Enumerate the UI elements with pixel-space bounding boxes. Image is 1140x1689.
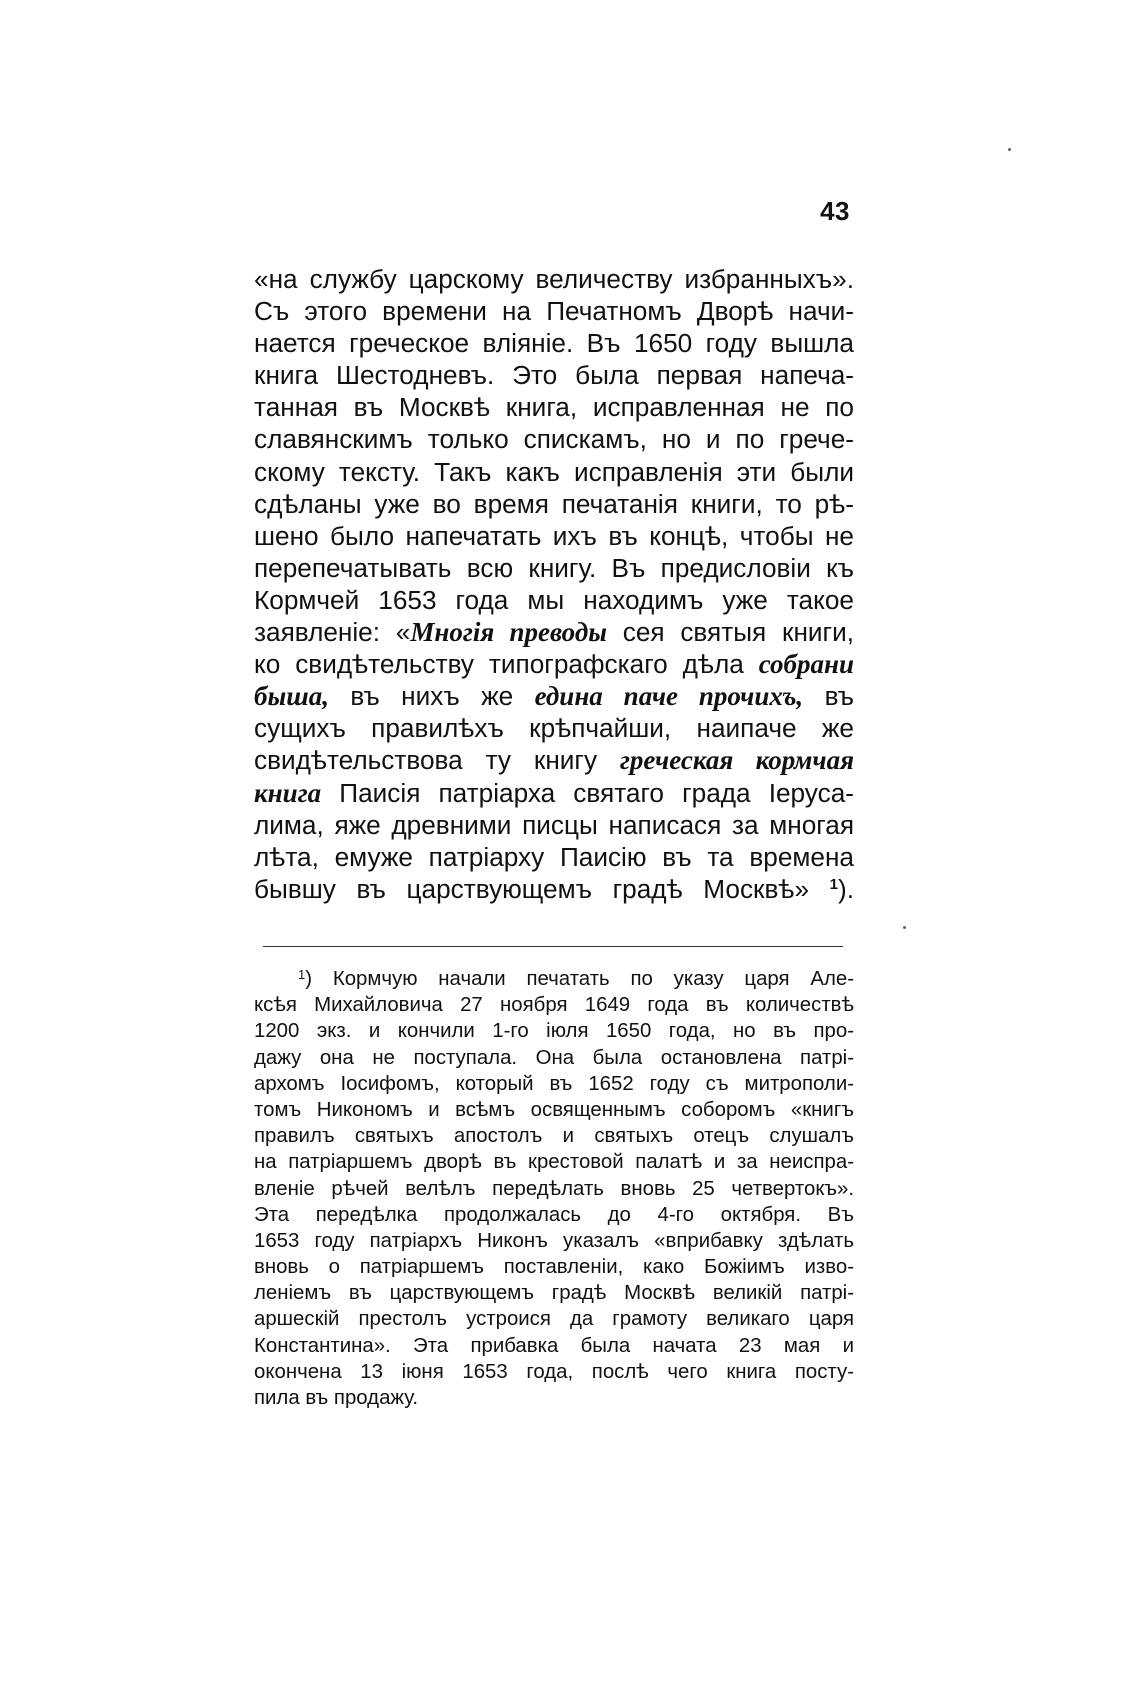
- text-line: скому тексту. Такъ какъ исправленія эти были: [254, 456, 854, 487]
- quote-text: бывшу въ царствующемъ градѣ Москвѣ»: [254, 873, 830, 904]
- quote-text: ко свидѣтельству типографскаго дѣла: [254, 649, 759, 680]
- quote-line: [254, 777, 854, 809]
- text-line: славянскимъ только спискамъ, но и по грече-: [254, 424, 854, 455]
- quote-line: [254, 616, 854, 648]
- footnote-line: 1200 экз. и кончили 1-го іюля 1650 года, но въ про-: [254, 1020, 854, 1043]
- text-line: сдѣланы уже во время печатанія книги, то рѣ-: [254, 488, 854, 519]
- text-line: шено было напечатать ихъ въ концѣ, чтобы не: [254, 520, 854, 551]
- page-number: 43: [820, 196, 850, 226]
- quote-text: въ нихъ же: [328, 681, 535, 712]
- quote-text: заявленіе: «: [254, 617, 411, 648]
- quote-text: Паисія патріарха святаго града Іеруса-: [321, 777, 854, 808]
- main-text: [254, 263, 854, 905]
- text-line: Съ этого времени на Печатномъ Дворѣ начи-: [254, 296, 854, 327]
- quote-text: въ: [803, 681, 854, 712]
- footnote-line: окончена 13 іюня 1653 года, послѣ чего книга посту-: [254, 1360, 854, 1383]
- text-line: танная въ Москвѣ книга, исправленная не по: [254, 392, 854, 423]
- footnote-reference: 1: [829, 875, 838, 893]
- text-line: книга Шестодневъ. Это была первая напеча-: [254, 360, 854, 391]
- italic-quote: собрани: [758, 649, 854, 680]
- footnote-line: пила въ продажу.: [254, 1387, 419, 1409]
- footnote-line: томъ Никономъ и всѣмъ освященнымъ соборомъ «книгъ: [254, 1098, 854, 1121]
- footnote-line: [254, 966, 854, 992]
- quote-line: лѣта, емуже патріарху Паисію въ та времена: [254, 841, 854, 872]
- footnote-line: Эта передѣлка продолжалась до 4-го октября. Въ: [254, 1203, 854, 1226]
- quote-text: сея святыя книги,: [606, 617, 854, 648]
- quote-line: [254, 873, 854, 905]
- scan-speck: [1008, 148, 1011, 151]
- footnote-line: Константина». Эта прибавка была начата 23 мая и: [254, 1334, 854, 1357]
- scan-speck: [903, 926, 906, 929]
- quote-line: сущихъ правилѣхъ крѣпчайши, наипаче же: [254, 713, 854, 744]
- italic-quote: Многія преводы: [410, 617, 607, 648]
- footnote-line: архомъ Іосифомъ, который въ 1652 году съ митрополи-: [254, 1072, 854, 1095]
- footnote-line: ксѣя Михайловича 27 ноября 1649 года въ количествѣ: [254, 994, 854, 1017]
- italic-quote: греческая кормчая: [619, 745, 854, 776]
- footnote-line: леніемъ въ царствующемъ градѣ Москвѣ великій патрі-: [254, 1282, 854, 1305]
- footnote-line: дажу она не поступала. Она была остановлена патрі-: [254, 1046, 854, 1069]
- italic-quote: едина паче прочихъ,: [534, 681, 804, 712]
- footnote-line: правилъ святыхъ апостолъ и святыхъ отецъ слушалъ: [254, 1125, 854, 1148]
- quote-line: [254, 680, 854, 712]
- footnote-line: вновь о патріаршемъ поставленіи, како Божіимъ изво-: [254, 1256, 854, 1279]
- italic-quote: быша,: [254, 681, 329, 712]
- footnote-mark: 1: [298, 967, 306, 982]
- quote-text: свидѣтельствова ту книгу: [254, 745, 620, 776]
- italic-quote: книга: [254, 777, 322, 808]
- quote-line: [254, 648, 854, 680]
- quote-line: лима, яже древними писцы написася за многая: [254, 809, 854, 840]
- text-line: нается греческое вліяніе. Въ 1650 году вышла: [254, 328, 854, 359]
- text-line: Кормчей 1653 года мы находимъ уже такое: [254, 584, 854, 615]
- footnote: [254, 966, 854, 1411]
- footnote-divider: [263, 946, 843, 947]
- footnote-line: вленіе рѣчей велѣлъ передѣлать вновь 25 четвертокъ».: [254, 1177, 854, 1200]
- text-line: «на службу царскому величеству избранныхъ».: [254, 264, 854, 294]
- footnote-line: 1653 году патріархъ Никонъ указалъ «вприбавку здѣлать: [254, 1229, 854, 1252]
- text-line: перепечатывать всю книгу. Въ предисловіи къ: [254, 552, 854, 583]
- footnote-text: ) Кормчую начали печатать по указу царя Але-: [305, 968, 854, 990]
- footnote-line: на патріаршемъ дворѣ въ крестовой палатѣ и за неиспра-: [254, 1151, 854, 1174]
- quote-text: ).: [838, 873, 854, 904]
- quote-line: [254, 744, 854, 776]
- footnote-line: аршескій престолъ устроися да грамоту великаго царя: [254, 1308, 854, 1331]
